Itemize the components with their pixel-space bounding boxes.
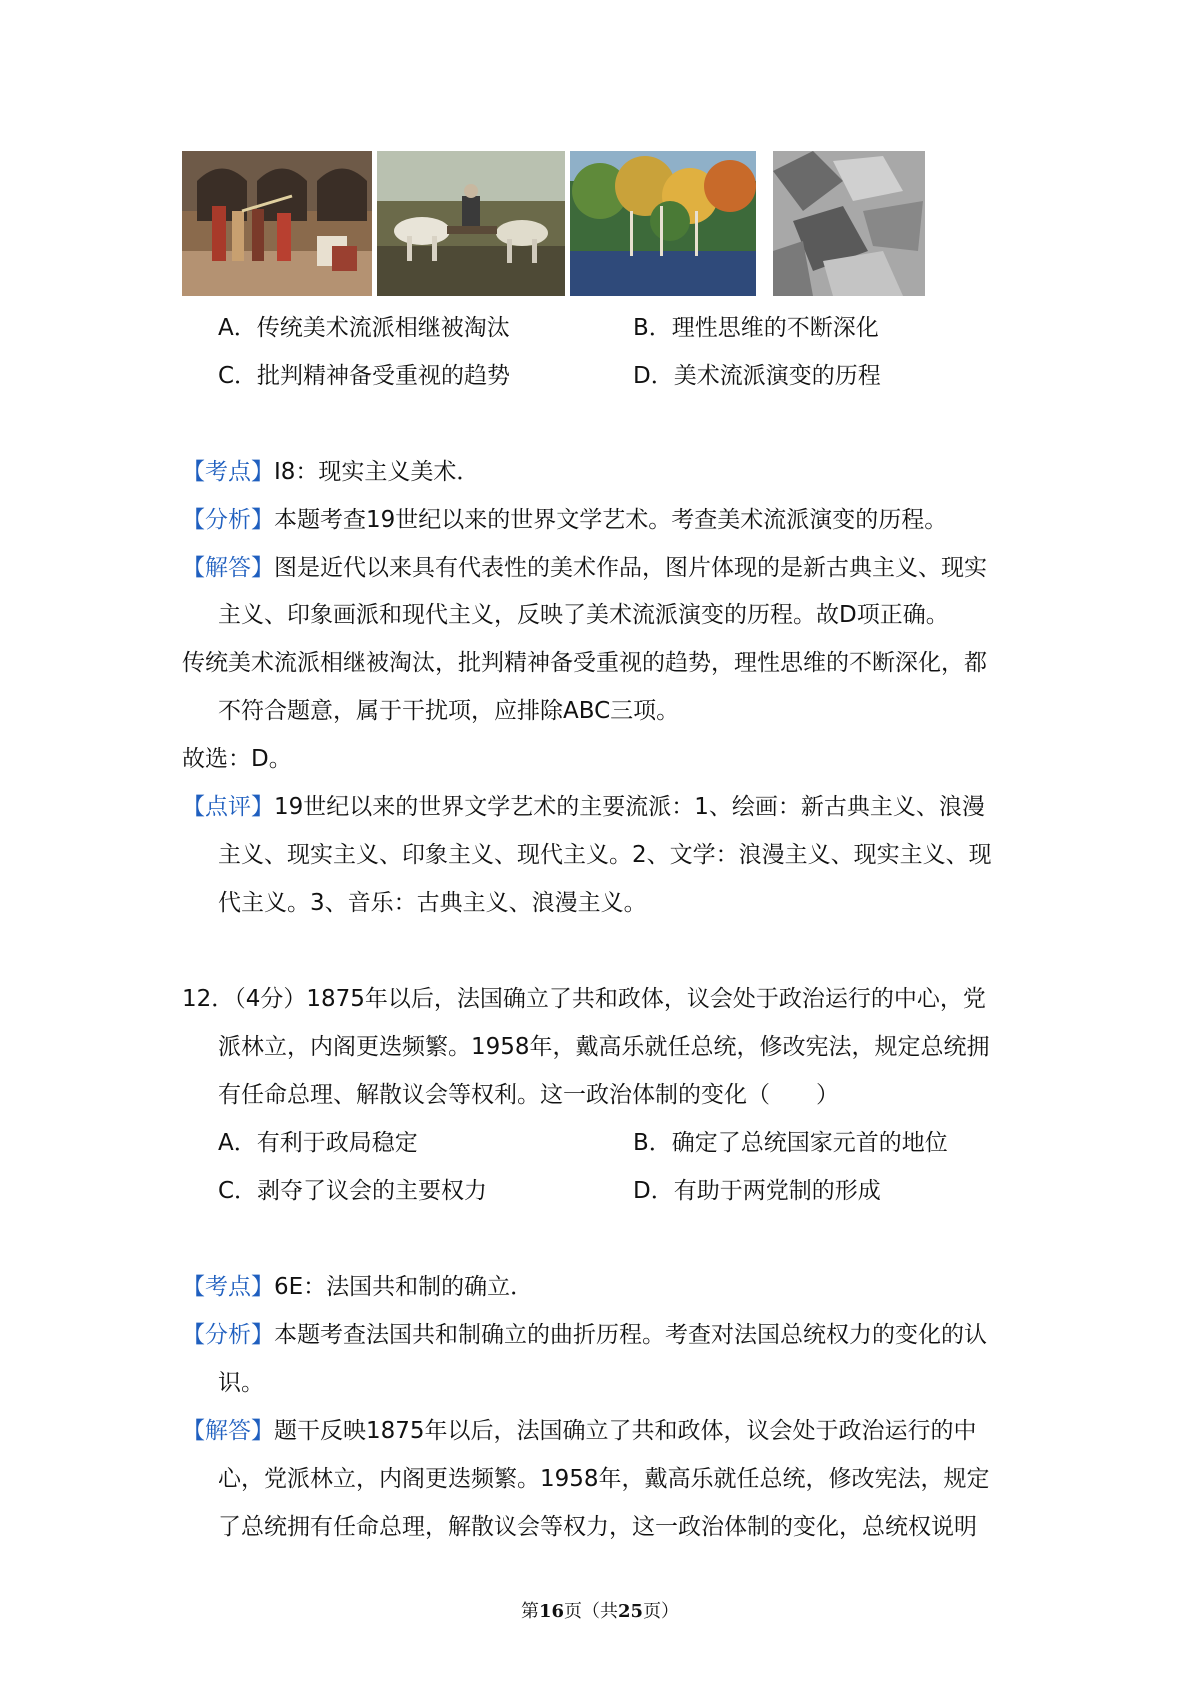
q12-option-a: A．有利于政局稳定 (218, 1130, 418, 1156)
q11-dianping (182, 792, 985, 822)
q11-option-c: C．批判精神备受重视的趋势 (218, 363, 511, 389)
q12-stem-line2: 派林立，内阁更迭频繁。1958年，戴高乐就任总统，修改宪法，规定总统拥 (218, 1034, 990, 1060)
q11-dianping-line3: 代主义。3、音乐：古典主义、浪漫主义。 (218, 890, 647, 916)
q12-fenxi (182, 1320, 987, 1350)
q11-jieda-line3: 传统美术流派相继被淘汰，批判精神备受重视的趋势，理性思维的不断深化，都 (182, 650, 987, 676)
q11-jieda-line4: 不符合题意，属于干扰项，应排除ABC三项。 (218, 698, 680, 724)
footer-suffix: 页） (643, 1601, 680, 1622)
q12-stem-line3: 有任命总理、解散议会等权利。这一政治体制的变化（ ） (218, 1082, 839, 1108)
q11-answer: 故选：D。 (182, 746, 292, 772)
q11-jieda-line2: 主义、印象画派和现代主义，反映了美术流派演变的历程。故D项正确。 (218, 602, 949, 628)
painting-realist (377, 151, 565, 296)
painting-modern (773, 151, 925, 296)
q11-fenxi (182, 505, 947, 535)
jieda-tag: 【解答】 (182, 555, 274, 581)
q12-option-d: D．有助于两党制的形成 (633, 1178, 881, 1204)
dianping-tag: 【点评】 (182, 794, 274, 820)
q12-jieda (182, 1416, 977, 1446)
q12-kaodian (182, 1272, 533, 1302)
impressionist-painting-image (570, 151, 756, 296)
fenxi-text: 本题考查法国共和制确立的曲折历程。考查对法国总统权力的变化的认 (274, 1322, 987, 1348)
realist-painting-image (377, 151, 565, 296)
q12-fenxi-line2: 识。 (218, 1370, 264, 1396)
footer-middle: 页（共 (564, 1601, 618, 1622)
q11-kaodian (182, 457, 479, 487)
q11-option-d: D．美术流派演变的历程 (633, 363, 881, 389)
jieda-text: 题干反映1875年以后，法国确立了共和政体，议会处于政治运行的中 (274, 1418, 977, 1444)
q12-option-b: B．确定了总统国家元首的地位 (633, 1130, 948, 1156)
q12-option-c: C．剥夺了议会的主要权力 (218, 1178, 488, 1204)
kaodian-tag: 【考点】 (182, 1274, 274, 1300)
painting-impressionist (570, 151, 756, 296)
q11-option-a: A．传统美术流派相继被淘汰 (218, 315, 510, 341)
q11-jieda (182, 553, 987, 583)
painting-neoclassical (182, 151, 372, 296)
neoclassical-painting-image (182, 151, 372, 296)
q12-jieda-line2: 心，党派林立，内阁更迭频繁。1958年，戴高乐就任总统，修改宪法，规定 (218, 1466, 990, 1492)
q11-dianping-line2: 主义、现实主义、印象主义、现代主义。2、文学：浪漫主义、现实主义、现 (218, 842, 992, 868)
q11-option-b: B．理性思维的不断深化 (633, 315, 879, 341)
kaodian-tag: 【考点】 (182, 459, 274, 485)
footer-total-pages: 25 (618, 1601, 644, 1622)
dianping-text: 19世纪以来的世界文学艺术的主要流派：1、绘画：新古典主义、浪漫 (274, 794, 985, 820)
kaodian-text: I8：现实主义美术． (274, 459, 480, 485)
jieda-tag: 【解答】 (182, 1418, 274, 1444)
footer-page-number: 16 (538, 1601, 564, 1622)
modern-abstract-painting-image (773, 151, 925, 296)
footer-prefix: 第 (520, 1601, 539, 1622)
fenxi-text: 本题考查19世纪以来的世界文学艺术。考查美术流派演变的历程。 (274, 507, 948, 533)
q12-stem-line1: 12．（4分）1875年以后，法国确立了共和政体，议会处于政治运行的中心，党 (182, 986, 986, 1012)
fenxi-tag: 【分析】 (182, 1322, 274, 1348)
kaodian-text: 6E：法国共和制的确立． (274, 1274, 534, 1300)
fenxi-tag: 【分析】 (182, 507, 274, 533)
jieda-text: 图是近代以来具有代表性的美术作品，图片体现的是新古典主义、现实 (274, 555, 987, 581)
q12-jieda-line3: 了总统拥有任命总理，解散议会等权力，这一政治体制的变化，总统权说明 (218, 1514, 977, 1540)
page-footer (0, 1600, 1200, 1624)
